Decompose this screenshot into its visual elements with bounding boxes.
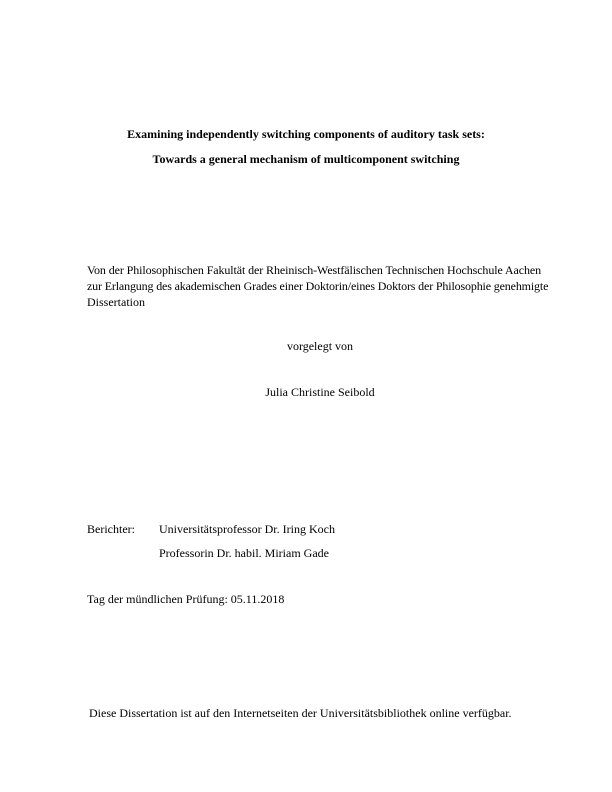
reviewer-first: Universitätsprofessor Dr. Iring Koch [159, 522, 335, 536]
submitted-by-label: vorgelegt von [286, 339, 354, 353]
oral-exam-date: Tag der mündlichen Prüfung: 05.11.2018 [87, 592, 285, 606]
dissertation-title-line-1: Examining independently switching components of auditory task sets: [127, 127, 485, 141]
reviewer-second: Professorin Dr. habil. Miriam Gade [159, 546, 329, 560]
availability-note: Diese Dissertation ist auf den Internetseiten der Universitätsbibliothek online verfügbar. [89, 706, 512, 720]
dissertation-title-line-2: Towards a general mechanism of multicomponent switching [152, 152, 460, 166]
faculty-statement-line-2: zur Erlangung des akademischen Grades einer Doktorin/eines Doktors der Philosophie genehmigte [87, 279, 549, 293]
reviewers-label: Berichter: [87, 522, 135, 536]
author-name: Julia Christine Seibold [265, 385, 375, 399]
faculty-statement [87, 263, 555, 309]
faculty-statement-line-1: Von der Philosophischen Fakultät der Rheinisch-Westfälischen Technischen Hochschule Aachen [87, 263, 541, 277]
faculty-statement-line-3: Dissertation [87, 295, 145, 309]
